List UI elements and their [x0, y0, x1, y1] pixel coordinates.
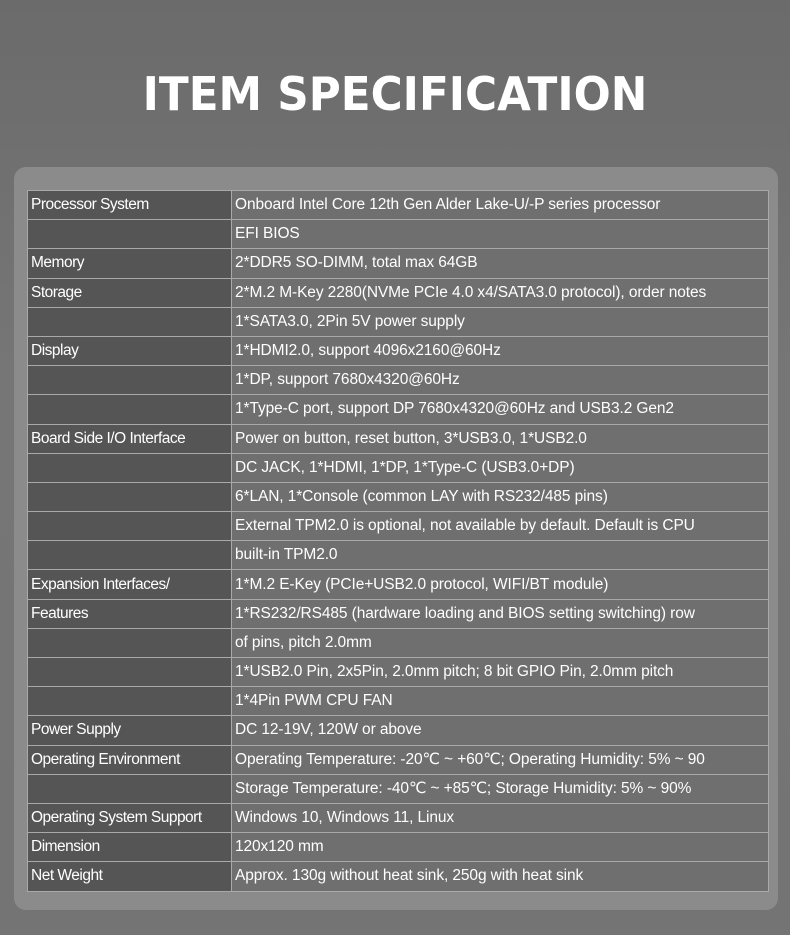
spec-card — [14, 167, 778, 910]
spec-label — [28, 687, 232, 716]
spec-value: 1*4Pin PWM CPU FAN — [232, 687, 769, 716]
spec-value: Storage Temperature: -40℃ ~ +85℃; Storage Humidity: 5% ~ 90% — [232, 774, 769, 803]
table-row — [28, 482, 769, 511]
spec-label: Features — [28, 599, 232, 628]
spec-value: 1*DP, support 7680x4320@60Hz — [232, 366, 769, 395]
spec-value: DC 12-19V, 120W or above — [232, 716, 769, 745]
table-row — [28, 366, 769, 395]
spec-label — [28, 541, 232, 570]
spec-label — [28, 774, 232, 803]
spec-label — [28, 512, 232, 541]
table-row — [28, 336, 769, 365]
table-row — [28, 803, 769, 832]
spec-label: Memory — [28, 249, 232, 278]
spec-table-body — [28, 191, 769, 892]
spec-value: 6*LAN, 1*Console (common LAY with RS232/485 pins) — [232, 482, 769, 511]
table-row — [28, 833, 769, 862]
spec-label: Power Supply — [28, 716, 232, 745]
table-row — [28, 424, 769, 453]
spec-value: 1*M.2 E-Key (PCIe+USB2.0 protocol, WIFI/BT module) — [232, 570, 769, 599]
table-row — [28, 774, 769, 803]
spec-label — [28, 658, 232, 687]
table-row — [28, 453, 769, 482]
table-row — [28, 278, 769, 307]
spec-label — [28, 307, 232, 336]
spec-label — [28, 628, 232, 657]
table-row — [28, 191, 769, 220]
spec-label — [28, 482, 232, 511]
spec-label: Dimension — [28, 833, 232, 862]
table-row — [28, 541, 769, 570]
table-row — [28, 716, 769, 745]
spec-label: Expansion Interfaces/ — [28, 570, 232, 599]
spec-label: Operating System Support — [28, 803, 232, 832]
spec-value: 120x120 mm — [232, 833, 769, 862]
spec-label: Board Side I/O Interface — [28, 424, 232, 453]
spec-label: Processor System — [28, 191, 232, 220]
table-row — [28, 307, 769, 336]
page-title: ITEM SPECIFICATION — [142, 67, 648, 121]
spec-table — [27, 190, 769, 892]
spec-label — [28, 453, 232, 482]
spec-label — [28, 366, 232, 395]
table-row — [28, 570, 769, 599]
spec-value: 1*HDMI2.0, support 4096x2160@60Hz — [232, 336, 769, 365]
spec-label — [28, 220, 232, 249]
table-row — [28, 628, 769, 657]
spec-value: 2*DDR5 SO-DIMM, total max 64GB — [232, 249, 769, 278]
spec-value: 1*SATA3.0, 2Pin 5V power supply — [232, 307, 769, 336]
table-row — [28, 658, 769, 687]
spec-value: DC JACK, 1*HDMI, 1*DP, 1*Type-C (USB3.0+DP) — [232, 453, 769, 482]
spec-value: Windows 10, Windows 11, Linux — [232, 803, 769, 832]
table-row — [28, 512, 769, 541]
spec-label: Net Weight — [28, 862, 232, 891]
spec-value: External TPM2.0 is optional, not available by default. Default is CPU — [232, 512, 769, 541]
spec-value: EFI BIOS — [232, 220, 769, 249]
spec-label — [28, 395, 232, 424]
table-row — [28, 599, 769, 628]
table-row — [28, 220, 769, 249]
spec-label: Operating Environment — [28, 745, 232, 774]
spec-label: Display — [28, 336, 232, 365]
spec-value: built-in TPM2.0 — [232, 541, 769, 570]
spec-value: Operating Temperature: -20℃ ~ +60℃; Operating Humidity: 5% ~ 90 — [232, 745, 769, 774]
spec-value: 1*USB2.0 Pin, 2x5Pin, 2.0mm pitch; 8 bit GPIO Pin, 2.0mm pitch — [232, 658, 769, 687]
spec-value: of pins, pitch 2.0mm — [232, 628, 769, 657]
spec-value: 1*Type-C port, support DP 7680x4320@60Hz and USB3.2 Gen2 — [232, 395, 769, 424]
spec-value: 1*RS232/RS485 (hardware loading and BIOS setting switching) row — [232, 599, 769, 628]
table-row — [28, 395, 769, 424]
spec-value: Onboard Intel Core 12th Gen Alder Lake-U/-P series processor — [232, 191, 769, 220]
table-row — [28, 687, 769, 716]
spec-value: 2*M.2 M-Key 2280(NVMe PCIe 4.0 x4/SATA3.0 protocol), order notes — [232, 278, 769, 307]
table-row — [28, 862, 769, 891]
table-row — [28, 745, 769, 774]
spec-value: Power on button, reset button, 3*USB3.0, 1*USB2.0 — [232, 424, 769, 453]
spec-label: Storage — [28, 278, 232, 307]
spec-value: Approx. 130g without heat sink, 250g with heat sink — [232, 862, 769, 891]
table-row — [28, 249, 769, 278]
